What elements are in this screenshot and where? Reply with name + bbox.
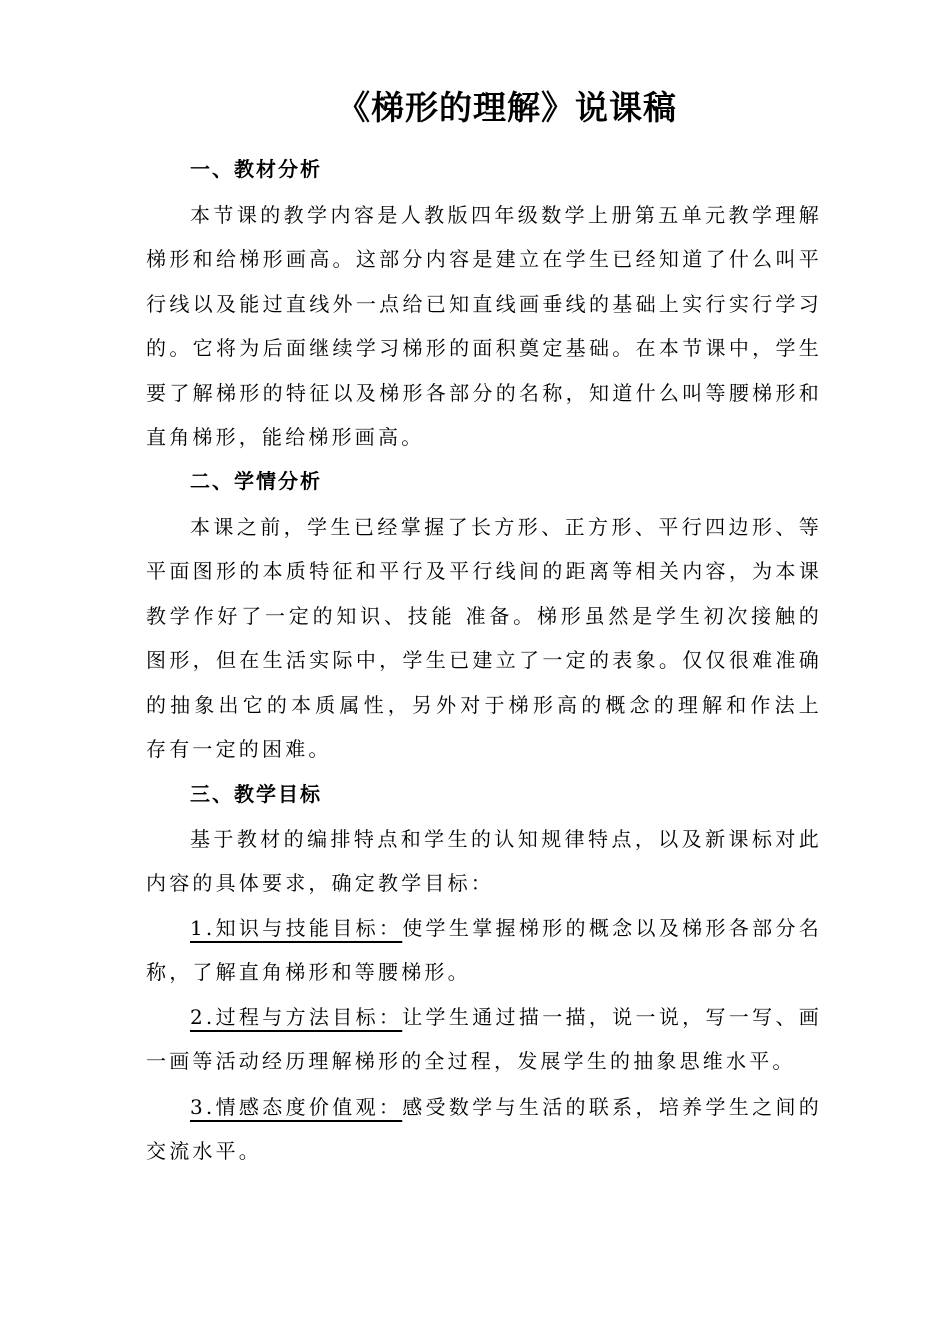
section-heading-teaching-goals: 三、教学目标 <box>190 782 322 806</box>
section-heading-student-analysis: 二、学情分析 <box>190 469 322 493</box>
section-paragraph-student-analysis: 本课之前，学生已经掌握了长方形、正方形、平行四边形、等平面图形的本质特征和平行及平行线间的距离等相关内容，为本课教学作好了一定的知识、技能 准备。梯形虽然是学生初次接触的图形，但在生活实际中，学生已建立了一定的表象。仅仅很难准确的抽象出它的本质属性，另外对于梯形高的概念的理解和作法上 存有一定的困难。 <box>146 515 822 762</box>
section-paragraph-textbook-analysis: 本节课的教学内容是人教版四年级数学上册第五单元教学理解梯形和给梯形画高。这部分内容是建立在学生已经知道了什么叫平行线以及能过直线外一点给已知直线画垂线的基础上实行实行学习的。它将为后面继续学习梯形的面积奠定基础。在本节课中，学生要了解梯形的特征以及梯形各部分的名称，知道什么叫等腰梯形和直角梯形，能给梯形画高。 <box>146 203 822 450</box>
section-heading-textbook-analysis: 一、教材分析 <box>190 157 322 181</box>
section-paragraph-teaching-goals: 基于教材的编排特点和学生的认知规律特点，以及新课标对此内容的具体要求，确定教学目标： <box>146 827 822 896</box>
goal-label: 2.过程与方法目标： <box>190 1005 403 1029</box>
page-title: 《梯形的理解》说课稿 <box>337 88 677 127</box>
goal-process-method <box>146 995 822 1084</box>
goal-emotion-values <box>146 1085 822 1174</box>
goal-text: 让学生通过描一描，说一说，写一写、画一画等活动经历理解梯形的全过程，发展学生的抽象思维水平。 <box>146 1005 822 1074</box>
goal-knowledge-skills <box>146 906 822 995</box>
goal-text: 感受数学与生活的联系，培养学生之间的交流水平。 <box>146 1095 822 1164</box>
goal-text: 使学生掌握梯形的概念以及梯形各部分名称，了解直角梯形和等腰梯形。 <box>146 916 822 985</box>
goal-label: 3.情感态度价值观： <box>190 1095 403 1119</box>
goal-label: 1.知识与技能目标： <box>190 916 403 940</box>
